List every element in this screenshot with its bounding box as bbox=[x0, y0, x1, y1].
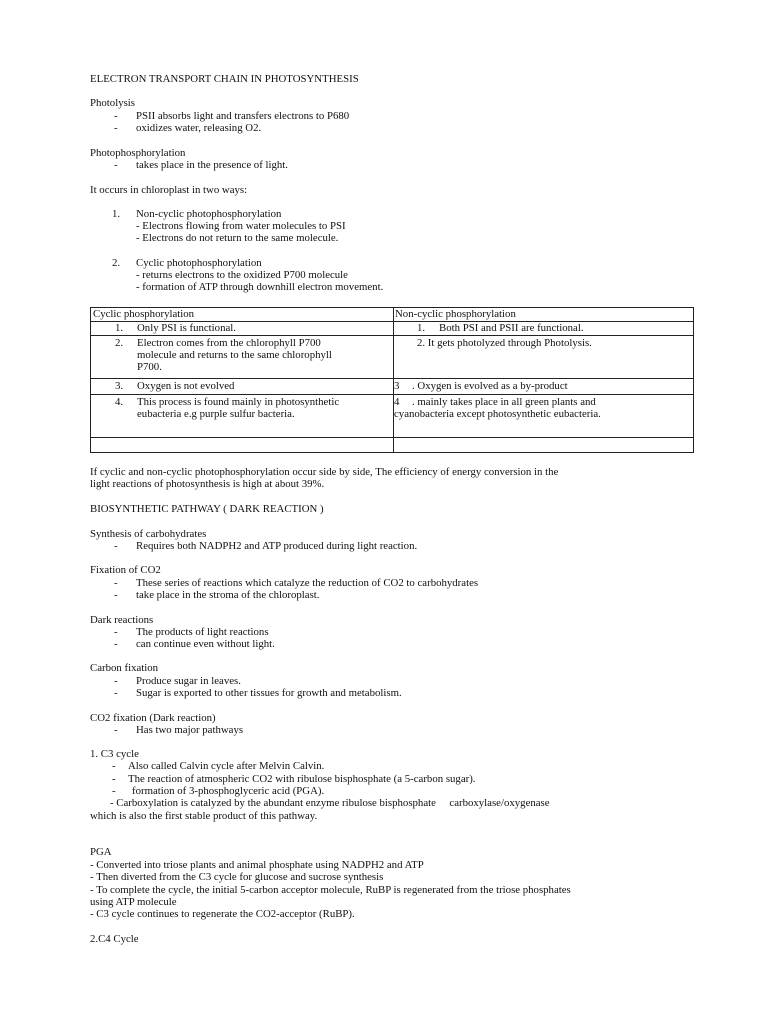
table-cell-num: 2. bbox=[115, 337, 124, 349]
way-sub: - Electrons flowing from water molecules to PSI bbox=[136, 220, 346, 232]
page-title: ELECTRON TRANSPORT CHAIN IN PHOTOSYNTHESIS bbox=[90, 73, 359, 85]
efficiency-text: If cyclic and non-cyclic photophosphorylation occur side by side, The efficiency of energy conversion in the bbox=[90, 466, 559, 478]
bullet-dash: - bbox=[114, 577, 118, 589]
way-title: Cyclic photophosphorylation bbox=[136, 257, 262, 269]
bullet-dash: - bbox=[114, 675, 118, 687]
bullet-dash: - bbox=[112, 785, 116, 797]
c3-heading: 1. C3 cycle bbox=[90, 748, 139, 760]
table-cell: eubacteria e.g purple sulfur bacteria. bbox=[137, 408, 295, 420]
photophos-item: takes place in the presence of light. bbox=[136, 159, 288, 171]
c3-item: The reaction of atmospheric CO2 with ribulose bisphosphate (a 5-carbon sugar). bbox=[128, 773, 476, 785]
table-cell: . Oxygen is evolved as a by-product bbox=[412, 380, 568, 392]
section-heading: CO2 fixation (Dark reaction) bbox=[90, 712, 216, 724]
row-divider bbox=[91, 437, 693, 438]
way-number: 2. bbox=[112, 257, 121, 269]
bullet-dash: - bbox=[114, 122, 118, 134]
bullet-dash: - bbox=[114, 540, 118, 552]
way-sub: - Electrons do not return to the same molecule. bbox=[136, 232, 339, 244]
table-cell: Only PSI is functional. bbox=[137, 322, 236, 334]
table-cell: molecule and returns to the same chlorophyll bbox=[137, 349, 332, 361]
table-cell: This process is found mainly in photosynthetic bbox=[137, 396, 340, 408]
section-item: Produce sugar in leaves. bbox=[136, 675, 241, 687]
way-sub: - formation of ATP through downhill electron movement. bbox=[136, 281, 384, 293]
bullet-dash: - bbox=[112, 760, 116, 772]
comparison-table bbox=[90, 307, 694, 453]
photolysis-item: PSII absorbs light and transfers electrons to P680 bbox=[136, 110, 350, 122]
pga-line: - Converted into triose plants and animal phosphate using NADPH2 and ATP bbox=[90, 859, 424, 871]
c3-item: formation of 3-phosphoglyceric acid (PGA). bbox=[132, 785, 325, 797]
c3-carboxylation: - Carboxylation is catalyzed by the abundant enzyme ribulose bisphosphate carboxylase/oxygenase bbox=[110, 797, 550, 809]
c3-item: Also called Calvin cycle after Melvin Calvin. bbox=[128, 760, 325, 772]
table-header-noncyclic: Non-cyclic phosphorylation bbox=[395, 308, 516, 320]
efficiency-text: light reactions of photosynthesis is high at about 39%. bbox=[90, 478, 325, 490]
table-cell-num: 4. bbox=[115, 396, 124, 408]
pga-heading: PGA bbox=[90, 846, 112, 858]
bullet-dash: - bbox=[114, 589, 118, 601]
bullet-dash: - bbox=[114, 638, 118, 650]
table-cell: cyanobacteria except photosynthetic eubacteria. bbox=[394, 408, 601, 420]
photolysis-item: oxidizes water, releasing O2. bbox=[136, 122, 262, 134]
table-cell-num: 3. bbox=[115, 380, 124, 392]
section-item: can continue even without light. bbox=[136, 638, 275, 650]
section-heading: Carbon fixation bbox=[90, 662, 159, 674]
table-cell: Electron comes from the chlorophyll P700 bbox=[137, 337, 321, 349]
section-item: take place in the stroma of the chloroplast. bbox=[136, 589, 320, 601]
photolysis-heading: Photolysis bbox=[90, 97, 136, 109]
row-divider bbox=[91, 378, 693, 379]
pga-line: - Then diverted from the C3 cycle for glucose and sucrose synthesis bbox=[90, 871, 384, 883]
bullet-dash: - bbox=[114, 159, 118, 171]
section-item: These series of reactions which catalyze the reduction of CO2 to carbohydrates bbox=[136, 577, 479, 589]
pga-line: using ATP molecule bbox=[90, 896, 177, 908]
table-cell-num: 1. bbox=[115, 322, 124, 334]
table-cell: P700. bbox=[137, 361, 162, 373]
section-heading: Dark reactions bbox=[90, 614, 154, 626]
table-cell-num: 3 bbox=[394, 380, 400, 392]
section-heading: Fixation of CO2 bbox=[90, 564, 161, 576]
photophos-heading: Photophosphorylation bbox=[90, 147, 186, 159]
section-item: The products of light reactions bbox=[136, 626, 269, 638]
way-sub: - returns electrons to the oxidized P700 molecule bbox=[136, 269, 348, 281]
c3-carboxylation: which is also the first stable product of this pathway. bbox=[90, 810, 318, 822]
bullet-dash: - bbox=[114, 687, 118, 699]
c4-heading: 2.C4 Cycle bbox=[90, 933, 139, 945]
bullet-dash: - bbox=[114, 110, 118, 122]
bullet-dash: - bbox=[114, 626, 118, 638]
pga-line: - To complete the cycle, the initial 5-carbon acceptor molecule, RuBP is regenerated from the triose phosphates bbox=[90, 884, 571, 896]
section-heading: Synthesis of carbohydrates bbox=[90, 528, 207, 540]
table-cell-num: 4 bbox=[394, 396, 400, 408]
way-title: Non-cyclic photophosphorylation bbox=[136, 208, 282, 220]
table-cell: Oxygen is not evolved bbox=[137, 380, 235, 392]
way-number: 1. bbox=[112, 208, 121, 220]
bullet-dash: - bbox=[114, 724, 118, 736]
row-divider bbox=[91, 335, 693, 336]
table-cell: 2. It gets photolyzed through Photolysis. bbox=[417, 337, 592, 349]
row-divider bbox=[91, 394, 693, 395]
section-item: Has two major pathways bbox=[136, 724, 244, 736]
section-item: Sugar is exported to other tissues for growth and metabolism. bbox=[136, 687, 402, 699]
table-cell-num: 1. bbox=[417, 322, 426, 334]
occurs-text: It occurs in chloroplast in two ways: bbox=[90, 184, 248, 196]
section-item: Requires both NADPH2 and ATP produced during light reaction. bbox=[136, 540, 418, 552]
pga-line: - C3 cycle continues to regenerate the CO2-acceptor (RuBP). bbox=[90, 908, 355, 920]
table-cell: Both PSI and PSII are functional. bbox=[439, 322, 584, 334]
bullet-dash: - bbox=[112, 773, 116, 785]
section-title: BIOSYNTHETIC PATHWAY ( DARK REACTION ) bbox=[90, 503, 324, 515]
table-header-cyclic: Cyclic phosphorylation bbox=[93, 308, 195, 320]
table-cell: . mainly takes place in all green plants and bbox=[412, 396, 596, 408]
